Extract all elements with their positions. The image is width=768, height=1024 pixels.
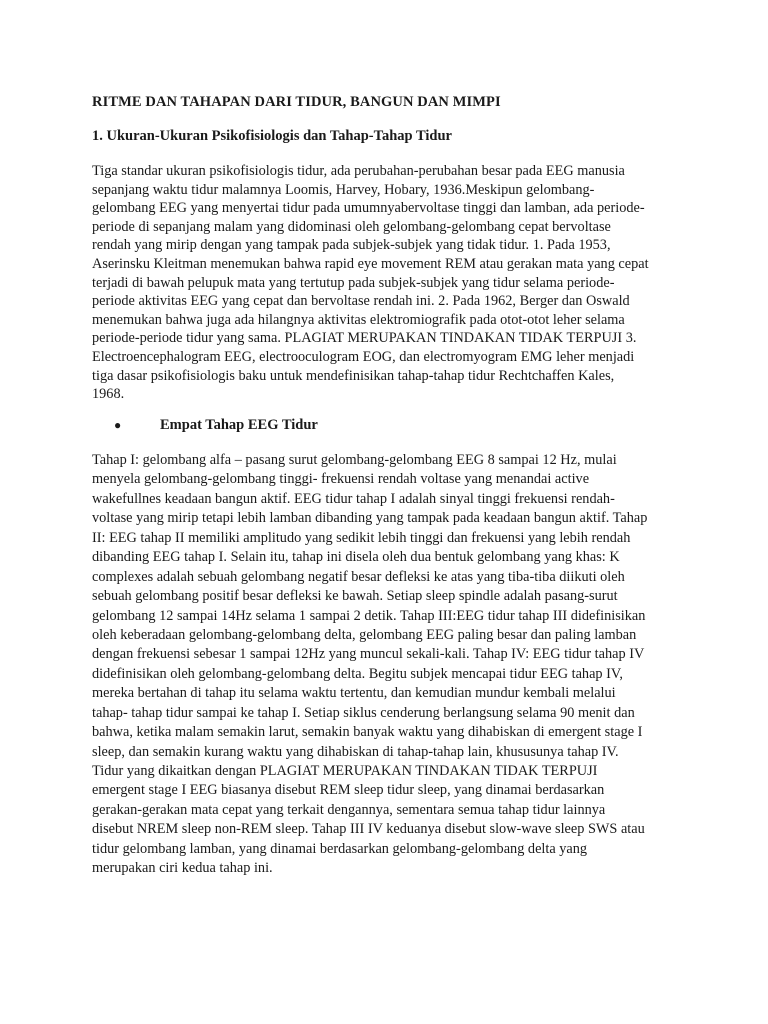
- paragraph-line: Aserinsku Kleitman menemukan bahwa rapid eye movement REM atau gerakan mata yang cepat: [92, 255, 649, 272]
- paragraph-line: voltase yang mirip tetapi lebih lamban dibanding yang tampak pada keadaan bangun aktif. Tahap: [92, 510, 648, 527]
- paragraph-line: menemukan bahwa juga ada hilangnya aktivitas elektromiografik pada otot-otot leher selama: [92, 311, 625, 328]
- bullet-icon: ●: [114, 418, 122, 432]
- paragraph-line: menyela gelombang-gelombang tinggi- frekuensi rendah voltase yang menandai active: [92, 471, 590, 488]
- paragraph-line: Tidur yang dikaitkan dengan PLAGIAT MERUPAKAN TINDAKAN TIDAK TERPUJI: [92, 763, 598, 779]
- document-title: RITME DAN TAHAPAN DARI TIDUR, BANGUN DAN MIMPI: [92, 94, 501, 110]
- paragraph-line: sepanjang waktu tidur malamnya Loomis, Harvey, Hobary, 1936.Meskipun gelombang-: [92, 181, 595, 198]
- paragraph-line: II: EEG tahap II memiliki amplitudo yang sedikit lebih tinggi dan frekuensi yang lebih rendah: [92, 529, 631, 546]
- paragraph-line: periode di sepanjang malam yang didominasi oleh gelombang-gelombang cepat bervoltase: [92, 218, 611, 235]
- paragraph-line: wakefullnes keadaan bangun aktif. EEG tidur tahap I adalah sinyal tinggi frekuensi rendah-: [92, 490, 615, 507]
- section-heading: 1. Ukuran-Ukuran Psikofisiologis dan Tahap-Tahap Tidur: [92, 128, 452, 144]
- paragraph-intro: [92, 162, 692, 404]
- paragraph-line: oleh keberadaan gelombang-gelombang delta, gelombang EEG paling besar dan paling lamban: [92, 626, 637, 643]
- paragraph-line: Electroencephalogram EEG, electrooculogram EOG, dan electromyogram EMG leher menjadi: [92, 348, 635, 365]
- paragraph-line: 1968.: [92, 386, 125, 403]
- paragraph-line: tiga dasar psikofisiologis baku untuk mendefinisikan tahap-tahap tidur Rechtchaffen Kales,: [92, 367, 615, 384]
- paragraph-line: periode aktivitas EEG yang cepat dan bervoltase rendah ini. 2. Pada 1962, Berger dan Oswald: [92, 293, 630, 310]
- paragraph-line: Tahap I: gelombang alfa – pasang surut gelombang-gelombang EEG 8 sampai 12 Hz, mulai: [92, 452, 617, 468]
- paragraph-line: dengan frekuensi sebesar 1 sampai 12Hz yang muncul sekali-kali. Tahap IV: EEG tidur tahap IV: [92, 646, 645, 663]
- paragraph-line: mereka bertahan di tahap itu selama waktu tertentu, dan kemudian mundur kembali melalui: [92, 685, 616, 702]
- paragraph-stages: [92, 451, 692, 879]
- paragraph-line: terjadi di bawah pelupuk mata yang tertutup pada subjek-subjek yang tidur selama periode-: [92, 274, 615, 291]
- bullet-item: [114, 417, 318, 434]
- paragraph-line: bahwa, ketika malam semakin larut, semakin banyak waktu yang dihabiskan di emergent stage I: [92, 724, 643, 741]
- paragraph-line: disebut NREM sleep non-REM sleep. Tahap III IV keduanya disebut slow-wave sleep SWS atau: [92, 821, 645, 838]
- paragraph-line: Tiga standar ukuran psikofisiologis tidur, ada perubahan-perubahan besar pada EEG manusia: [92, 163, 625, 179]
- paragraph-line: rendah yang mirip dengan yang tampak pada subjek-subjek yang tidak tidur. 1. Pada 1953,: [92, 237, 611, 254]
- paragraph-line: dibanding EEG tahap I. Selain itu, tahap ini disela oleh dua bentuk gelombang yang khas: K: [92, 549, 620, 566]
- bullet-heading: Empat Tahap EEG Tidur: [160, 417, 318, 433]
- paragraph-line: didefinisikan oleh gelombang-gelombang delta. Begitu subjek mencapai tidur EEG tahap IV,: [92, 665, 623, 682]
- paragraph-line: emergent stage I EEG biasanya disebut REM sleep tidur sleep, yang dinamai berdasarkan: [92, 782, 605, 799]
- paragraph-line: gerakan-gerakan mata cepat yang terkait dengannya, sementara semua tahap tidur lainnya: [92, 801, 606, 818]
- paragraph-line: complexes adalah sebuah gelombang negatif besar defleksi ke atas yang tiba-tiba diikuti oleh: [92, 568, 625, 585]
- paragraph-line: merupakan ciri kedua tahap ini.: [92, 860, 273, 877]
- paragraph-line: tidur gelombang lamban, yang dinamai berdasarkan gelombang-gelombang delta yang: [92, 840, 588, 857]
- paragraph-line: periode-periode tidur yang sama. PLAGIAT MERUPAKAN TINDAKAN TIDAK TERPUJI 3.: [92, 330, 637, 347]
- paragraph-line: gelombang 12 sampai 14Hz selama 1 sampai 2 detik. Tahap III:EEG tidur tahap III didefinisikan: [92, 607, 646, 624]
- paragraph-line: sleep, dan semakin kurang waktu yang dihabiskan di tahap-tahap lain, khususunya tahap IV.: [92, 743, 619, 760]
- paragraph-line: tahap- tahap tidur sampai ke tahap I. Setiap siklus cenderung berlangsung selama 90 menit dan: [92, 704, 635, 721]
- paragraph-line: sebuah gelombang positif besar defleksi ke bawah. Setiap sleep spindle adalah pasang-surut: [92, 588, 618, 605]
- paragraph-line: gelombang EEG yang menyertai tidur pada umumnyabervoltase tinggi dan lamban, ada periode-: [92, 200, 645, 217]
